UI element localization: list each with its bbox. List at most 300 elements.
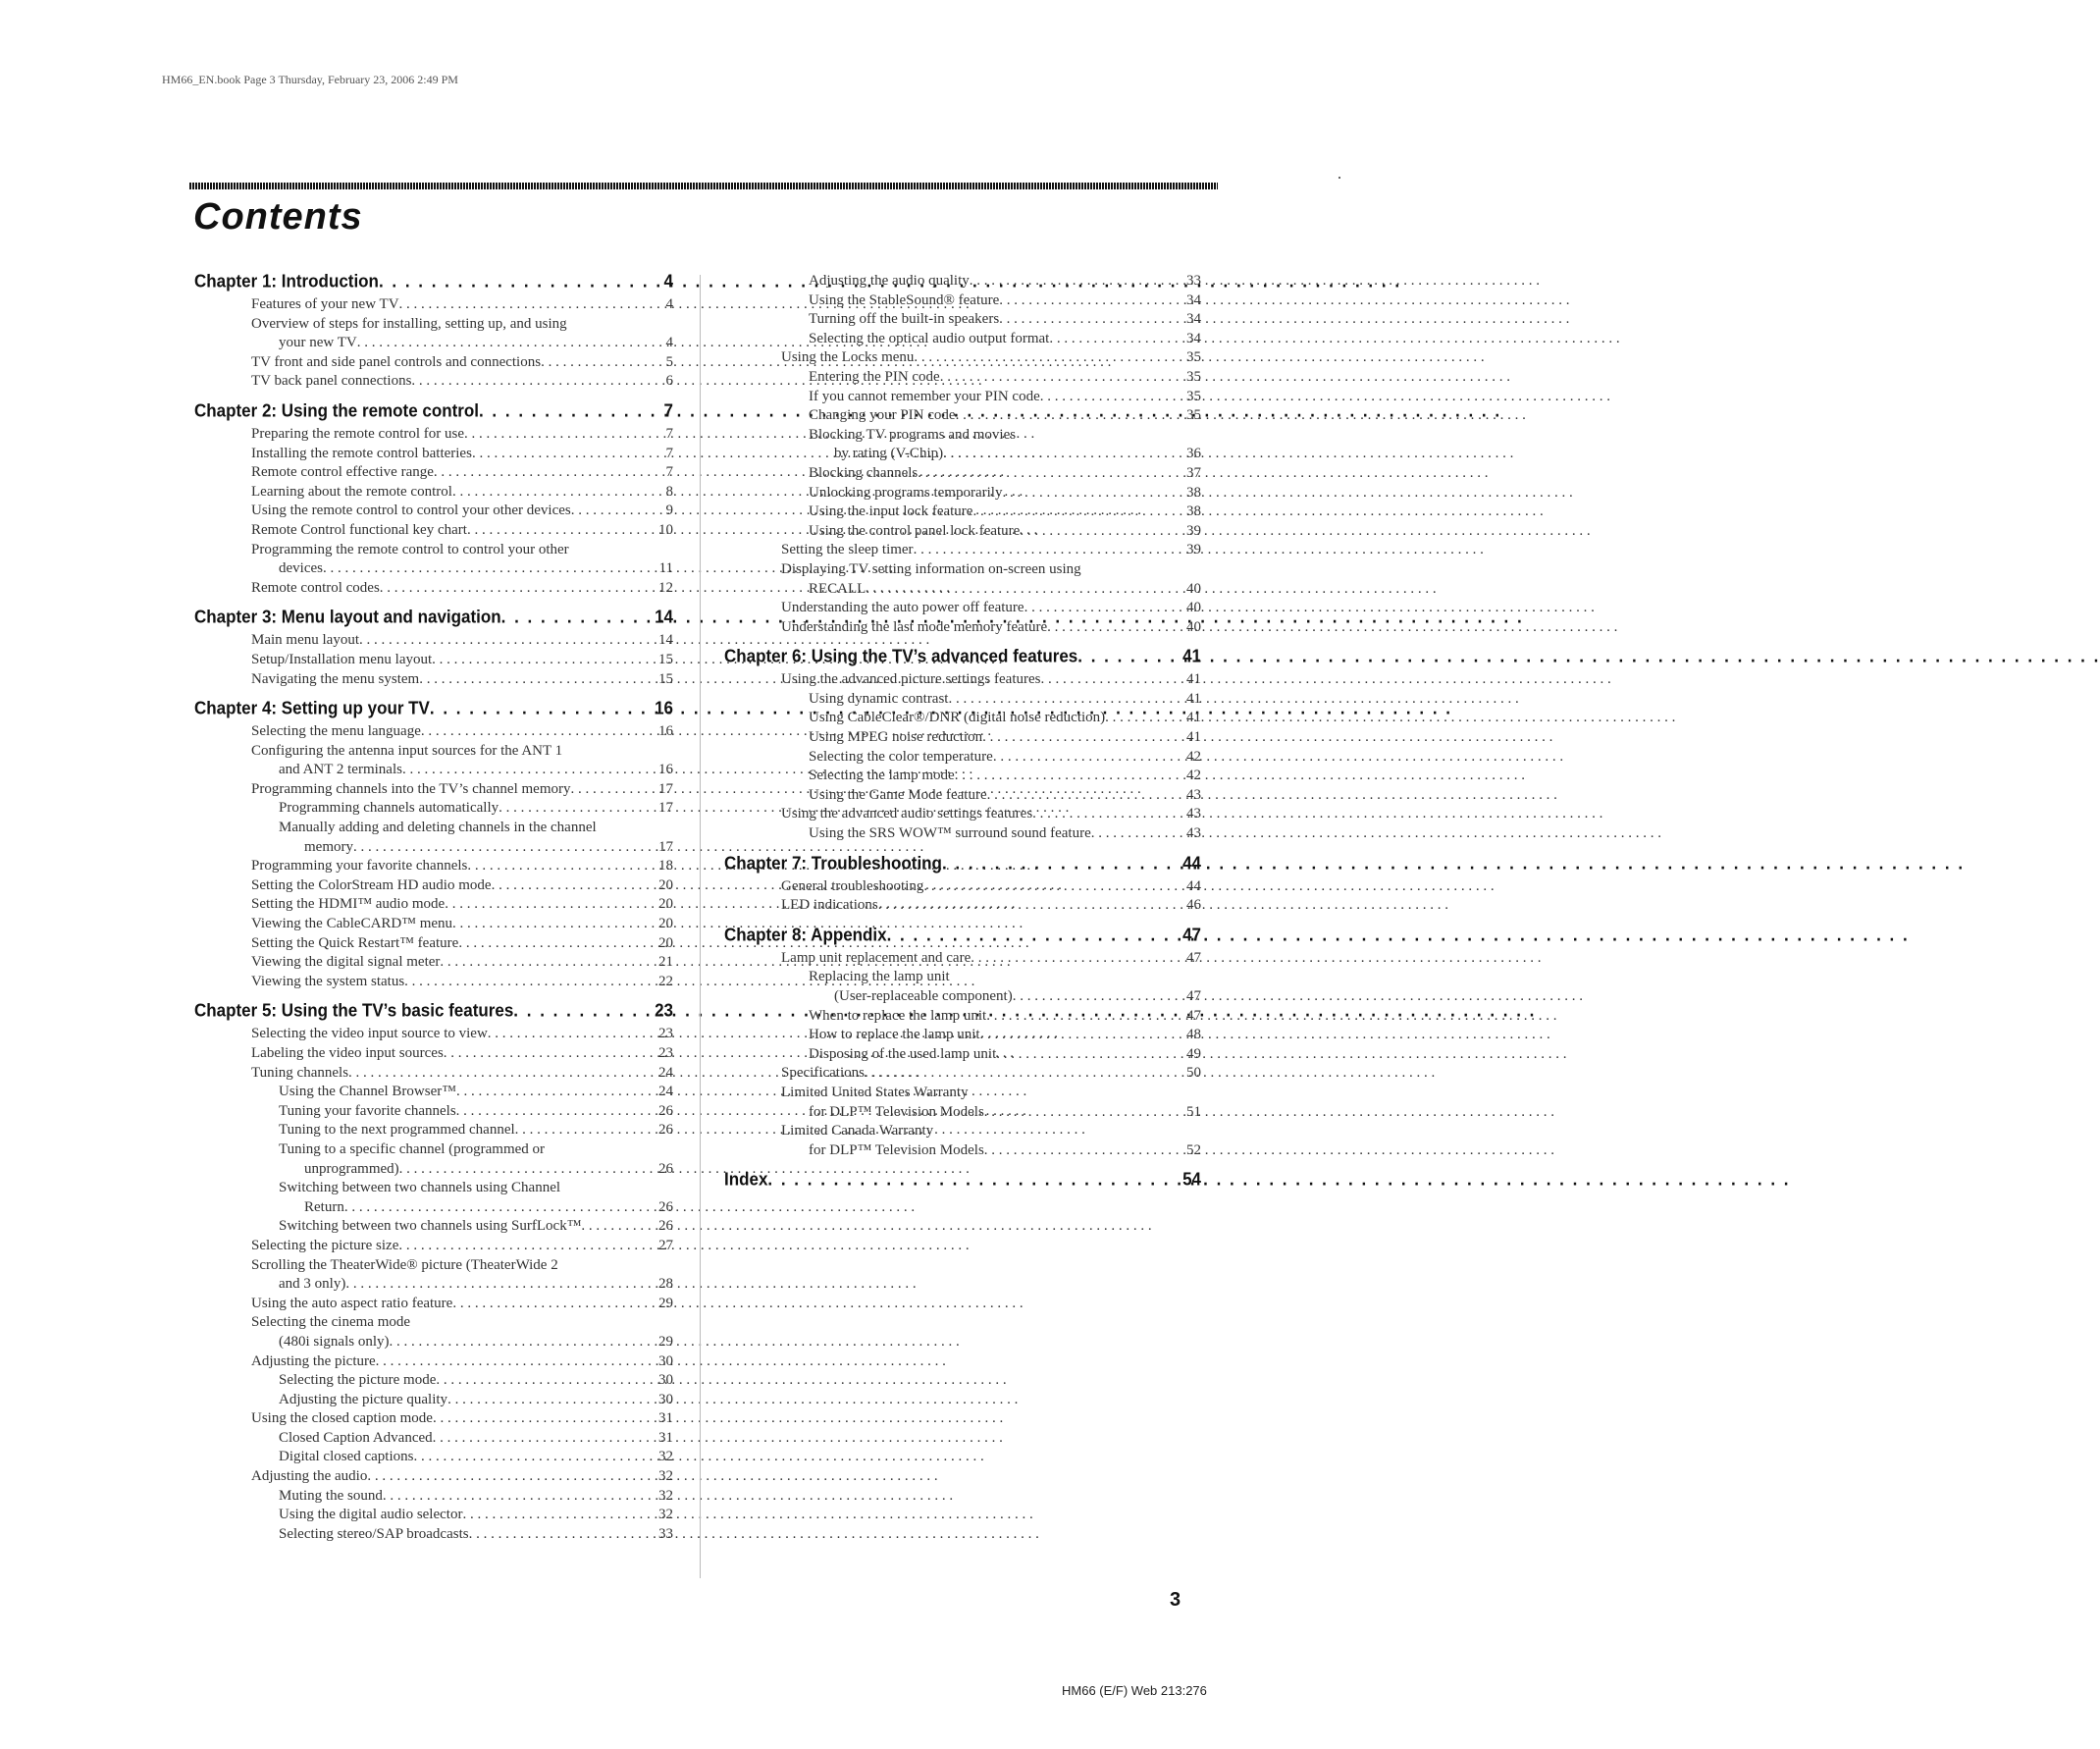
dot-leader (1041, 670, 1185, 690)
toc-entry[interactable] (194, 895, 673, 915)
dot-leader (970, 272, 1184, 292)
page-ref: 36 (1186, 446, 1201, 462)
entry-title: Learning about the remote control (251, 483, 452, 500)
toc-entry-continued: Limited Canada Warranty (781, 1123, 934, 1140)
toc-entry[interactable] (194, 1429, 673, 1449)
entry-title: Using the SRS WOW™ surround sound feature (809, 825, 1091, 842)
entry-title: Entering the PIN code (809, 368, 940, 385)
page-ref: 4 (663, 271, 673, 292)
toc-entry[interactable] (194, 1448, 673, 1467)
entry-title: Adjusting the audio (251, 1468, 368, 1485)
entry-title: Using the StableSound® feature (809, 292, 1000, 308)
dot-leader (447, 1391, 656, 1410)
toc-entry[interactable] (194, 722, 673, 742)
dot-leader (390, 1333, 657, 1352)
page-ref: 17 (658, 838, 673, 855)
toc-entry[interactable] (194, 1237, 673, 1256)
page-ref: 47 (1186, 988, 1201, 1004)
dot-leader (452, 483, 664, 503)
dot-leader (452, 915, 656, 934)
toc-entry-continued: Programming the remote control to control your other (251, 541, 569, 557)
column-divider (700, 275, 701, 1578)
page-ref: 32 (658, 1487, 673, 1504)
page-ref: 29 (658, 1333, 673, 1350)
toc-chapter-heading[interactable] (194, 271, 673, 295)
page-ref: 20 (658, 876, 673, 893)
entry-title: Understanding the last mode memory feature (781, 618, 1048, 635)
toc-entry[interactable] (194, 1025, 673, 1044)
entry-title: Tuning to the next programmed channel (279, 1122, 515, 1139)
toc-entry[interactable] (724, 690, 1201, 710)
toc-entry[interactable] (194, 463, 673, 483)
entry-title: and ANT 2 terminals (279, 762, 402, 778)
toc-chapter-heading[interactable] (194, 698, 673, 722)
page-ref: 24 (658, 1084, 673, 1100)
dot-leader (433, 1429, 656, 1449)
page-ref: 47 (1186, 949, 1201, 966)
toc-entry[interactable] (724, 503, 1201, 522)
toc-entry-continued: Manually adding and deleting channels in the channel (279, 820, 597, 836)
toc-entry[interactable] (724, 748, 1201, 768)
toc-entry[interactable] (194, 934, 673, 954)
entry-title: Specifications (781, 1065, 865, 1082)
entry-title: memory (304, 838, 353, 855)
toc-entry-continued: Scrolling the TheaterWide® picture (TheaterWide 2 (251, 1256, 558, 1273)
toc-entry[interactable] (194, 445, 673, 464)
dot-leader (467, 521, 656, 541)
page-ref: 7 (665, 445, 673, 461)
entry-title: Programming channels automatically (279, 800, 499, 817)
entry-title: for DLP™ Television Models (809, 1141, 984, 1158)
entry-title: Tuning your favorite channels (279, 1102, 456, 1119)
dot-leader (383, 1487, 656, 1507)
entry-title: by rating (V-Chip) (834, 446, 944, 462)
toc-entry[interactable] (724, 1103, 1201, 1123)
dot-leader (1077, 646, 1181, 667)
toc-entry[interactable] (194, 1083, 673, 1102)
dot-leader (1024, 599, 1184, 618)
dot-leader (982, 728, 1184, 748)
toc-entry[interactable] (724, 805, 1201, 824)
dot-leader (767, 1169, 1181, 1191)
toc-entry[interactable] (194, 295, 673, 315)
toc-entry[interactable] (724, 709, 1201, 728)
toc-entry[interactable] (724, 877, 1201, 897)
dot-leader (956, 406, 1184, 426)
toc-entry[interactable] (194, 973, 673, 992)
dot-leader (357, 334, 664, 353)
toc-entry[interactable] (194, 857, 673, 876)
dot-leader (432, 651, 656, 670)
toc-entry[interactable] (724, 786, 1201, 806)
dot-leader (1020, 522, 1184, 542)
page-ref: 31 (658, 1410, 673, 1427)
toc-entry[interactable] (724, 368, 1201, 388)
toc-entry[interactable] (724, 824, 1201, 844)
toc-entry[interactable] (194, 559, 673, 579)
toc-entry[interactable] (724, 292, 1201, 311)
page-title: Contents (193, 196, 363, 238)
toc-entry[interactable] (194, 761, 673, 780)
toc-entry[interactable] (724, 330, 1201, 349)
toc-chapter-heading[interactable] (724, 925, 1201, 949)
toc-entry[interactable] (724, 767, 1201, 786)
book-header-line: HM66_EN.book Page 3 Thursday, February 23, 2006 2:49 PM (162, 73, 458, 86)
title-rule (189, 183, 1218, 189)
toc-entry[interactable] (194, 1295, 673, 1314)
dot-leader (984, 1103, 1184, 1123)
page-ref: 4 (665, 296, 673, 312)
toc-entry[interactable] (194, 1102, 673, 1122)
page-ref: 28 (658, 1276, 673, 1293)
corner-mark (1339, 177, 1340, 179)
toc-right-column (724, 272, 1201, 1193)
page-ref: 47 (1182, 924, 1201, 945)
toc-entry[interactable] (194, 425, 673, 445)
toc-entry[interactable] (194, 838, 673, 858)
toc-entry[interactable] (724, 406, 1201, 426)
dot-leader (345, 1275, 656, 1295)
dot-leader (1105, 709, 1184, 728)
page-ref: 26 (658, 1218, 673, 1235)
entry-title: RECALL (809, 580, 866, 597)
toc-entry[interactable] (724, 1064, 1201, 1084)
page-ref: 27 (658, 1237, 673, 1253)
entry-title: Changing your PIN code (809, 407, 956, 424)
toc-entry[interactable] (724, 348, 1201, 368)
toc-left-column (194, 272, 673, 1544)
dot-leader (452, 1295, 656, 1314)
page-ref: 32 (658, 1507, 673, 1523)
entry-title: Setting the HDMI™ audio mode (251, 896, 446, 913)
page-ref: 39 (1186, 542, 1201, 558)
dot-leader (987, 786, 1184, 806)
toc-entry[interactable] (194, 670, 673, 690)
page-ref: 41 (1182, 646, 1201, 666)
toc-entry[interactable] (724, 388, 1201, 407)
page-ref: 42 (1186, 748, 1201, 765)
dot-leader (499, 799, 656, 819)
page-ref: 12 (658, 579, 673, 596)
dot-leader (1091, 824, 1184, 844)
toc-entry[interactable] (194, 353, 673, 373)
page-ref: 35 (1186, 368, 1201, 385)
toc-chapter-heading[interactable] (724, 853, 1201, 877)
entry-title: Setting the ColorStream HD audio mode (251, 876, 492, 893)
chapter-title: Chapter 2: Using the remote control (194, 400, 479, 421)
toc-entry[interactable] (724, 670, 1201, 690)
dot-leader (1049, 330, 1184, 349)
footer-code: HM66 (E/F) Web 213:276 (1062, 1683, 1207, 1698)
dot-leader (421, 722, 656, 742)
toc-entry[interactable] (194, 1352, 673, 1372)
toc-entry[interactable] (194, 521, 673, 541)
entry-title: Selecting the picture size (251, 1237, 399, 1253)
entry-title: Selecting the picture mode (279, 1372, 437, 1389)
page-ref: 7 (663, 400, 673, 421)
dot-leader (413, 1448, 656, 1467)
dot-leader (1040, 388, 1184, 407)
page-ref: 40 (1186, 580, 1201, 597)
toc-entry[interactable] (724, 464, 1201, 484)
toc-entry[interactable] (194, 1333, 673, 1352)
toc-entry[interactable] (194, 1371, 673, 1391)
entry-title: When to replace the lamp unit (809, 1007, 987, 1024)
entry-title: Navigating the menu system (251, 670, 420, 687)
toc-entry[interactable] (724, 1141, 1201, 1161)
dot-leader (980, 1026, 1184, 1045)
toc-chapter-heading[interactable] (194, 400, 673, 425)
entry-title: Unlocking programs temporarily (809, 484, 1003, 501)
entry-title: Using CableClear®/DNR (digital noise reduction) (809, 710, 1106, 726)
toc-entry[interactable] (724, 599, 1201, 618)
toc-entry[interactable] (194, 1121, 673, 1140)
page-ref: 41 (1186, 690, 1201, 707)
dot-leader (878, 896, 1184, 916)
dot-leader (469, 1525, 656, 1545)
dot-leader (402, 761, 656, 780)
entry-title: TV front and side panel controls and connections (251, 353, 542, 370)
dot-leader (344, 1198, 656, 1218)
entry-title: Closed Caption Advanced (279, 1429, 433, 1446)
toc-entry[interactable] (194, 915, 673, 934)
toc-entry-continued: Replacing the lamp unit (809, 969, 950, 985)
dot-leader (398, 1237, 656, 1256)
entry-title: TV back panel connections (251, 373, 412, 390)
page-ref: 17 (658, 780, 673, 797)
toc-entry[interactable] (194, 1409, 673, 1429)
page-ref: 40 (1186, 618, 1201, 635)
toc-entry[interactable] (194, 1506, 673, 1525)
dot-leader (467, 857, 656, 876)
dot-leader (999, 292, 1184, 311)
entry-title: General troubleshooting (781, 877, 924, 894)
dot-leader (571, 502, 664, 521)
toc-entry[interactable] (194, 631, 673, 651)
toc-entry[interactable] (724, 310, 1201, 330)
page-ref: 20 (658, 916, 673, 932)
dot-leader (367, 1467, 656, 1487)
dot-leader (399, 1160, 656, 1180)
page-ref: 32 (658, 1468, 673, 1485)
entry-title: Switching between two channels using SurfLock™ (279, 1218, 582, 1235)
toc-entry-continued: Limited United States Warranty (781, 1084, 969, 1100)
toc-entry[interactable] (724, 896, 1201, 916)
entry-title: If you cannot remember your PIN code (809, 388, 1040, 404)
toc-entry[interactable] (724, 1045, 1201, 1065)
dot-leader (923, 877, 1184, 897)
toc-entry[interactable] (724, 445, 1201, 464)
page-ref: 22 (658, 973, 673, 989)
toc-entry[interactable] (194, 334, 673, 353)
entry-title: Using the advanced audio settings features (781, 806, 1033, 822)
toc-entry-continued: Displaying TV setting information on-screen using (781, 560, 1081, 577)
dot-leader (1047, 618, 1184, 638)
toc-entry[interactable] (194, 483, 673, 503)
entry-title: Adjusting the picture quality (279, 1391, 448, 1407)
page-ref: 26 (658, 1160, 673, 1177)
entry-title: Features of your new TV (251, 296, 399, 312)
toc-entry[interactable] (724, 580, 1201, 600)
toc-chapter-heading[interactable] (724, 1169, 1201, 1193)
toc-entry[interactable] (724, 949, 1201, 969)
chapter-title: Chapter 3: Menu layout and navigation (194, 607, 501, 627)
entry-title: Viewing the CableCARD™ menu (251, 916, 453, 932)
entry-title: Viewing the digital signal meter (251, 954, 441, 971)
toc-entry[interactable] (194, 651, 673, 670)
entry-title: Using the digital audio selector (279, 1507, 463, 1523)
dot-leader (456, 1083, 656, 1102)
page-ref: 44 (1182, 852, 1201, 874)
dot-leader (955, 767, 1184, 786)
dot-leader (948, 690, 1184, 710)
toc-entry[interactable] (724, 618, 1201, 638)
page-ref: 15 (658, 651, 673, 667)
entry-title: (480i signals only) (279, 1333, 390, 1350)
dot-leader (411, 372, 663, 392)
dot-leader (433, 1409, 656, 1429)
toc-entry[interactable] (194, 1275, 673, 1295)
page-ref: 17 (658, 800, 673, 817)
page-ref: 39 (1186, 522, 1201, 539)
page-ref: 29 (658, 1295, 673, 1311)
toc-entry[interactable] (194, 780, 673, 800)
page-ref: 23 (655, 1000, 673, 1022)
page-number: 3 (1170, 1589, 1181, 1611)
toc-chapter-heading[interactable] (724, 646, 1201, 670)
dot-leader (404, 973, 656, 992)
toc-entry[interactable] (724, 484, 1201, 504)
entry-title: Using the Locks menu (781, 349, 915, 366)
page-ref: 20 (658, 896, 673, 913)
dot-leader (501, 607, 653, 628)
dot-leader (488, 1025, 656, 1044)
page-ref: 48 (1186, 1027, 1201, 1043)
page-ref: 35 (1186, 388, 1201, 404)
toc-entry[interactable] (724, 522, 1201, 542)
dot-leader (430, 698, 653, 719)
entry-title: Using the Game Mode feature (809, 786, 987, 803)
page-ref: 32 (658, 1449, 673, 1465)
page-ref: 23 (658, 1026, 673, 1042)
dot-leader (353, 838, 656, 858)
toc-entry[interactable] (194, 579, 673, 599)
toc-entry-continued: Selecting the cinema mode (251, 1314, 411, 1331)
dot-leader (513, 1000, 653, 1022)
dot-leader (515, 1121, 656, 1140)
entry-title: Viewing the system status (251, 973, 405, 989)
dot-leader (458, 934, 656, 954)
chapter-title: Chapter 1: Introduction (194, 271, 379, 292)
entry-title: Selecting stereo/SAP broadcasts (279, 1525, 469, 1542)
dot-leader (581, 1217, 656, 1237)
toc-entry[interactable] (194, 1198, 673, 1218)
entry-title: Using dynamic contrast (809, 690, 949, 707)
toc-entry[interactable] (724, 1026, 1201, 1045)
dot-leader (887, 925, 1181, 946)
dot-leader (348, 1064, 656, 1084)
entry-title: Remote control codes (251, 579, 380, 596)
toc-entry-continued: Tuning to a specific channel (programmed or (279, 1140, 546, 1157)
page-ref: 38 (1186, 504, 1201, 520)
toc-entry[interactable] (724, 272, 1201, 292)
page-ref: 35 (1186, 349, 1201, 366)
page-ref: 49 (1186, 1045, 1201, 1062)
page-ref: 30 (658, 1372, 673, 1389)
toc-entry[interactable] (194, 1487, 673, 1507)
toc-entry[interactable] (194, 1391, 673, 1410)
dot-leader (399, 295, 664, 315)
entry-title: Using the control panel lock feature (809, 522, 1021, 539)
dot-leader (1002, 484, 1184, 504)
page-ref: 42 (1186, 768, 1201, 784)
dot-leader (999, 310, 1184, 330)
dot-leader (972, 503, 1184, 522)
dot-leader (462, 1506, 656, 1525)
toc-entry[interactable] (724, 728, 1201, 748)
dot-leader (914, 541, 1184, 560)
toc-entry[interactable] (194, 372, 673, 392)
toc-entry[interactable] (194, 1044, 673, 1064)
dot-leader (379, 271, 662, 292)
entry-title: LED indications (781, 897, 878, 914)
page-ref: 46 (1186, 897, 1201, 914)
toc-chapter-heading[interactable] (194, 607, 673, 631)
entry-title: (User-replaceable component) (834, 988, 1013, 1004)
entry-title: unprogrammed) (304, 1160, 399, 1177)
entry-title: Selecting the lamp mode (809, 768, 955, 784)
page-ref: 26 (658, 1198, 673, 1215)
dot-leader (323, 559, 657, 579)
entry-title: Adjusting the audio quality (809, 273, 970, 289)
toc-entry[interactable] (724, 541, 1201, 560)
page-ref: 38 (1186, 484, 1201, 501)
toc-entry[interactable] (724, 987, 1201, 1007)
dot-leader (918, 464, 1184, 484)
dot-leader (492, 876, 656, 896)
toc-entry[interactable] (194, 1525, 673, 1545)
page-ref: 34 (1186, 292, 1201, 308)
chapter-title: Chapter 7: Troubleshooting (724, 852, 942, 874)
toc-entry[interactable] (194, 502, 673, 521)
page-ref: 43 (1186, 806, 1201, 822)
dot-leader (445, 895, 656, 915)
page-ref: 43 (1186, 786, 1201, 803)
toc-entry[interactable] (194, 799, 673, 819)
toc-entry[interactable] (194, 1064, 673, 1084)
page-ref: 16 (658, 723, 673, 740)
entry-title: Programming your favorite channels (251, 858, 468, 874)
dot-leader (993, 748, 1184, 768)
page-ref: 9 (665, 503, 673, 519)
page-ref: 10 (658, 521, 673, 538)
page-ref: 7 (665, 425, 673, 442)
toc-entry[interactable] (194, 1160, 673, 1180)
toc-chapter-heading[interactable] (194, 1000, 673, 1025)
dot-leader (419, 670, 656, 690)
dot-leader (914, 348, 1184, 368)
page-ref: 24 (658, 1064, 673, 1081)
page-ref: 14 (655, 607, 673, 627)
toc-entry[interactable] (194, 876, 673, 896)
page-ref: 23 (658, 1045, 673, 1061)
toc-entry[interactable] (724, 1007, 1201, 1027)
toc-entry[interactable] (194, 953, 673, 973)
toc-entry[interactable] (194, 1467, 673, 1487)
dot-leader (479, 400, 662, 422)
dot-leader (1013, 987, 1184, 1007)
toc-entry[interactable] (194, 1217, 673, 1237)
